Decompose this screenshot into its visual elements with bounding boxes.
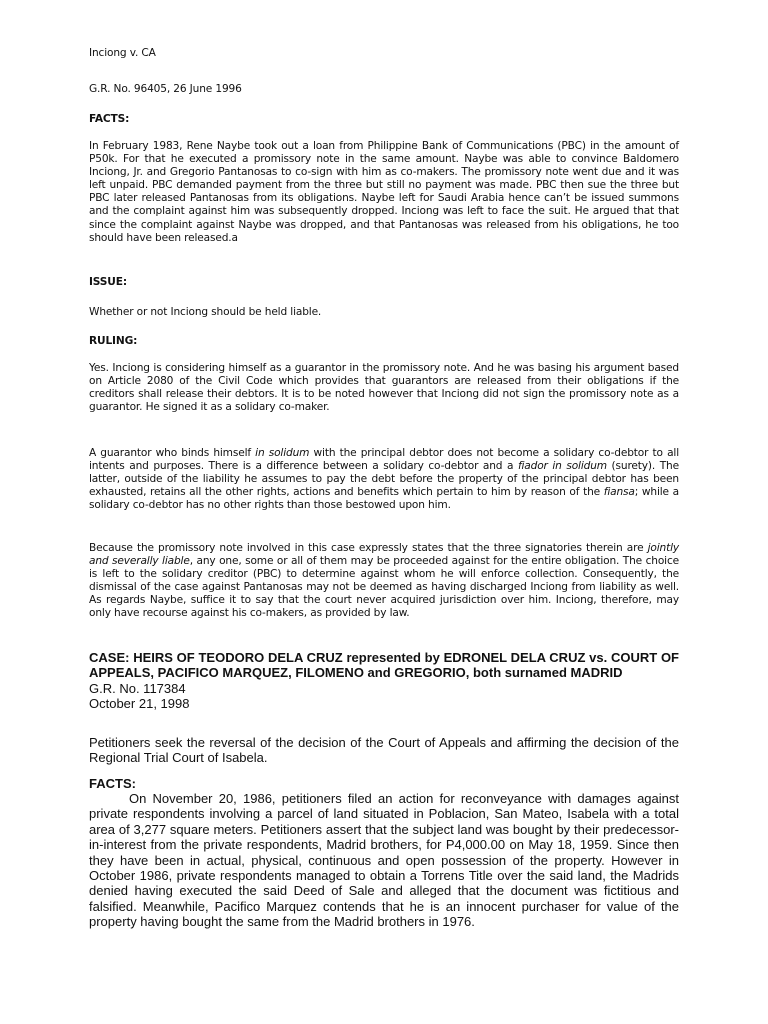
ruling-p3-text bbox=[89, 542, 679, 621]
case2-facts-text: On November 20, 1986, petitioners filed an action for reconveyance with damages against private respondents involving a parcel of land situated in Poblacion, San Mateo, Isabela with a total area of 3,277 square meters. Petitioners assert that the subject land was bought by their predecessor-in-interest from the private respondents, Madrid brothers, for P4,000.00 on May 18, 1959. Since then they have been in actual, physical, continuous and open possession of the property. However in October 1986, private respondents managed to obtain a Torrens Title over the said land, the Madrids denied having executed the said Deed of Sale and alleged that the document was fictitious and falsified. Meanwhile, Pacifico Marquez contends that he is an innocent purchaser for value of the property having bought the same from the Madrid brothers in 1976. bbox=[89, 791, 679, 930]
issue-text: Whether or not Inciong should be held liable. bbox=[89, 306, 322, 318]
case2-intro-text: Petitioners seek the reversal of the decision of the Court of Appeals and affirming the decision of the Regional Trial Court of Isabela. bbox=[89, 735, 679, 766]
case2-facts-heading-text: FACTS: bbox=[89, 776, 136, 791]
ruling-paragraph-3 bbox=[89, 542, 679, 621]
case2-date: October 21, 1998 bbox=[89, 696, 190, 712]
case2-facts-heading bbox=[89, 776, 679, 791]
ruling-p2-span-1: A guarantor who binds himself bbox=[89, 447, 256, 459]
case-gr-text: G.R. No. 96405, 26 June 1996 bbox=[89, 83, 242, 95]
ruling-p3-span-2: , any one, some or all of them may be proceeded against for the entire obligation. The choice is left to the solidary creditor (PBC) to determine against whom he will enforce collection. Consequently, the dismissal of the case against Pantanosas may not be deemed as having discharged Inciong from liability as well. As regards Naybe, suffice it to say that the court never acquired jurisdiction over him. Inciong, therefore, may only have recourse against his co-makers, as provided by law. bbox=[89, 555, 680, 620]
facts-heading-text: FACTS: bbox=[89, 113, 130, 125]
ruling-p2-span-3: (surety). The latter, outside of the liability he assumes to pay the debt before the property of the principal debtor has been exhausted, retains all the other rights, actions and benefits which pertain to him by reason of the bbox=[89, 460, 679, 499]
case2-facts-paragraph bbox=[89, 791, 679, 930]
ruling-p2-span-2: with the principal debtor does not become a solidary co-debtor to all intents and purposes. There is a difference between a solidary co-debtor and a bbox=[89, 447, 679, 473]
facts-text: In February 1983, Rene Naybe took out a loan from Philippine Bank of Communications (PBC) in the amount of P50k. For that he executed a promissory note in the same amount. Naybe was able to convince Baldomero Inciong, Jr. and Gregorio Pantanosas to co-sign with him as co-makers. The promissory note went due and it was left unpaid. PBC demanded payment from the three but still no payment was made. PBC then sue the three but PBC later released Pantanosas from its obligations. Naybe left for Saudi Arabia hence can’t be issued summons and the complaint against him was subsequently dropped. Inciong was left to face the suit. He argued that that since the complaint against Naybe was dropped, and that Pantanosas was released from his obligations, he too should have been released.a bbox=[89, 140, 679, 244]
case2-intro bbox=[89, 735, 679, 766]
ruling-paragraph-2 bbox=[89, 447, 679, 512]
ruling-p2-italic-2: fiador in solidum bbox=[517, 460, 607, 473]
case2-header bbox=[89, 650, 679, 712]
ruling-p2-italic-1: in solidum bbox=[255, 447, 310, 459]
ruling-p2-span-4: ; while a solidary co-debtor has no other rights than those bestowed upon him. bbox=[89, 486, 679, 512]
case-gr-number bbox=[89, 83, 679, 96]
ruling-p2-italic-3: fiansa bbox=[603, 486, 635, 499]
ruling-p3-span-1: Because the promissory note involved in this case expressly states that the three signatories therein are bbox=[89, 542, 648, 554]
ruling-paragraph-1 bbox=[89, 362, 679, 414]
case-title bbox=[89, 47, 679, 60]
issue-heading bbox=[89, 276, 679, 289]
facts-paragraph bbox=[89, 140, 679, 245]
case-title-text: Inciong v. CA bbox=[89, 47, 156, 59]
ruling-p2-text bbox=[89, 447, 679, 512]
case2-title: CASE: HEIRS OF TEODORO DELA CRUZ represented by EDRONEL DELA CRUZ vs. COURT OF APPEALS, PACIFICO MARQUEZ, FILOMENO and GREGORIO, both surnamed MADRID bbox=[89, 650, 679, 681]
facts-heading bbox=[89, 113, 679, 126]
ruling-p3-italic-1: jointly and severally liable bbox=[89, 542, 679, 568]
ruling-heading bbox=[89, 335, 679, 348]
case2-gr-number: G.R. No. 117384 bbox=[89, 680, 186, 696]
issue-heading-text: ISSUE: bbox=[89, 276, 127, 288]
issue-paragraph bbox=[89, 306, 679, 319]
ruling-p1-text: Yes. Inciong is considering himself as a guarantor in the promissory note. And he was basing his argument based on Article 2080 of the Civil Code which provides that guarantors are released from their obligations if the creditors shall release their debtors. It is to be noted however that Inciong did not sign the promissory note as a guarantor. He signed it as a solidary co-maker. bbox=[89, 362, 679, 414]
ruling-heading-text: RULING: bbox=[89, 335, 138, 347]
